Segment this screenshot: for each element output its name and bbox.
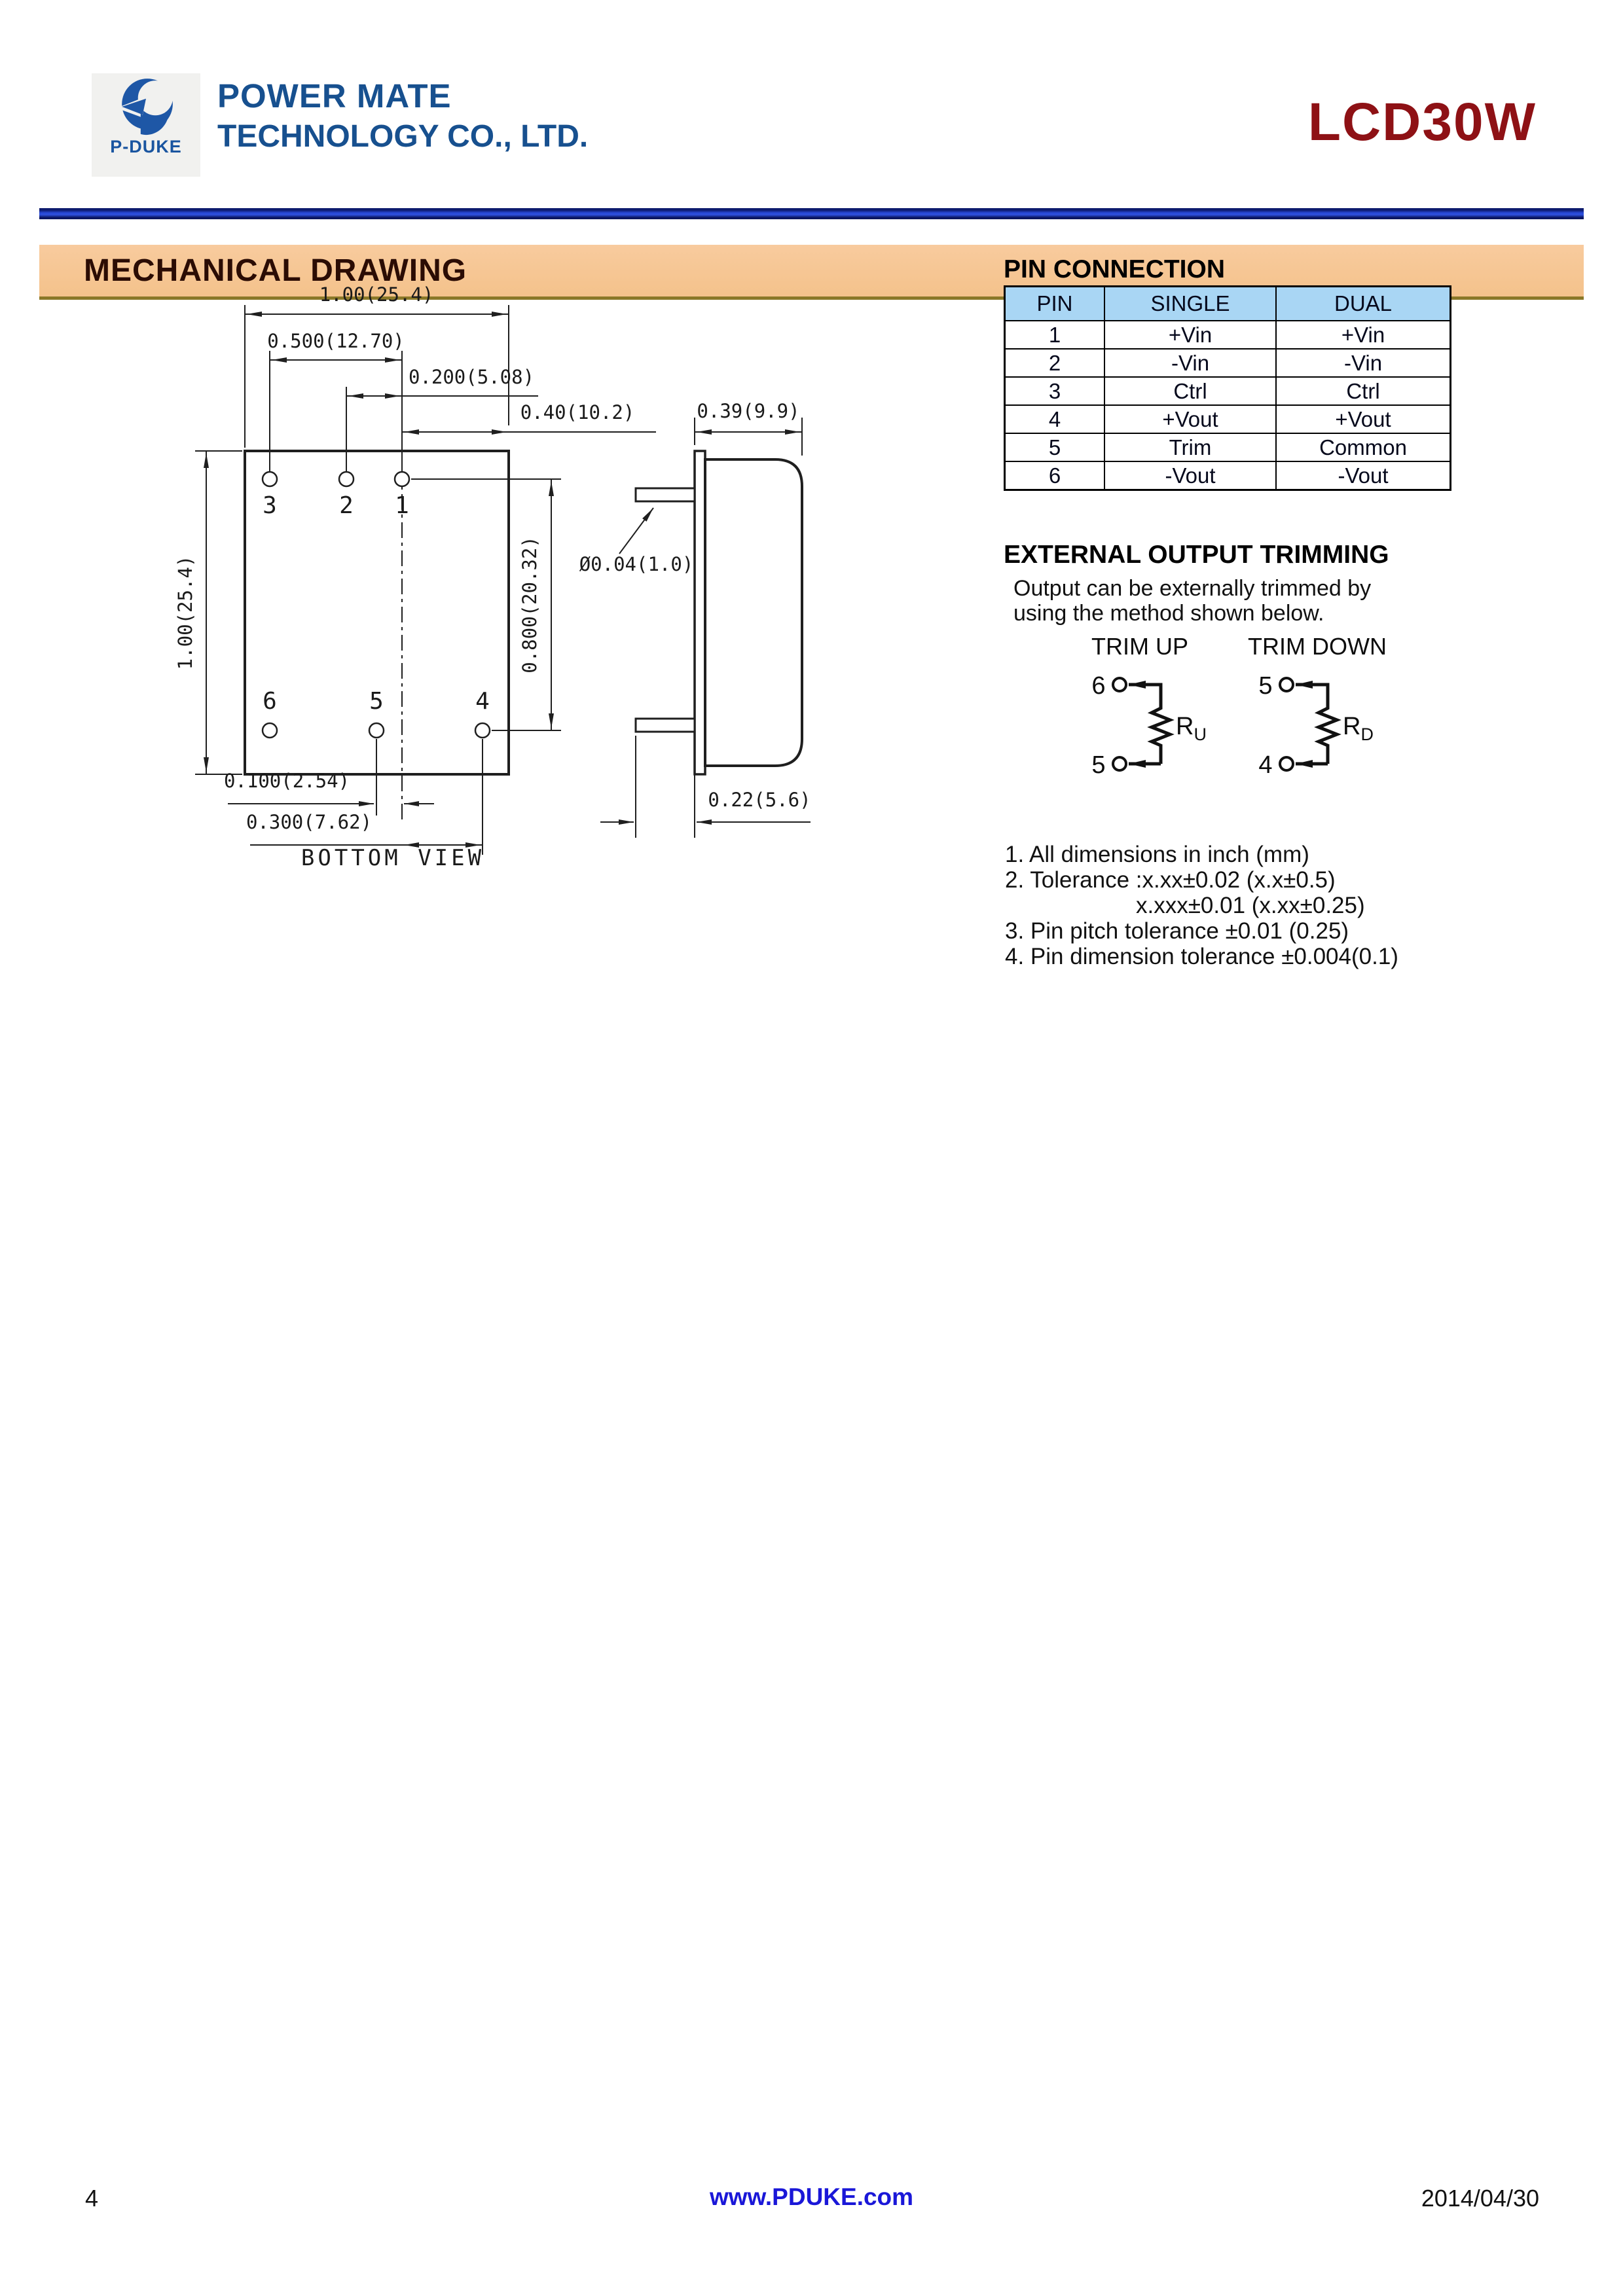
pin-connection-table bbox=[1004, 285, 1451, 491]
table-row: 2 -Vin -Vin bbox=[1005, 349, 1451, 377]
trimming-title: EXTERNAL OUTPUT TRIMMING bbox=[1004, 541, 1389, 569]
side-view-pin-bottom bbox=[636, 719, 695, 732]
trim-up-circuit bbox=[1091, 633, 1207, 779]
dim-pin-pitch: 0.200(5.08) bbox=[408, 366, 535, 388]
website-url: www.PDUKE.com bbox=[709, 2183, 914, 2210]
company-name-line1: POWER MATE bbox=[217, 77, 452, 115]
resistor-up-label: $R_U$ bbox=[1176, 713, 1207, 744]
table-header-row bbox=[1005, 287, 1451, 321]
trimming-description bbox=[1013, 576, 1371, 626]
note-2b: x.xxx±0.01 (x.xx±0.25) bbox=[1136, 893, 1365, 918]
page-number: 4 bbox=[85, 2185, 99, 2212]
pin-1-hole bbox=[395, 472, 409, 486]
trimming-desc-line2: using the method shown below. bbox=[1013, 601, 1324, 626]
trim-down-circuit bbox=[1248, 633, 1387, 779]
pin-1-label: 1 bbox=[395, 492, 409, 519]
trim-down-bottom-pin-terminal bbox=[1280, 757, 1293, 770]
col-header-single: SINGLE bbox=[1104, 287, 1276, 321]
table-row: 1 +Vin +Vin bbox=[1005, 321, 1451, 349]
dim-pin-diameter: Ø0.04(1.0) bbox=[579, 553, 694, 575]
company-name bbox=[217, 76, 588, 157]
trim-up-bottom-pin-number: 5 bbox=[1091, 751, 1106, 779]
pin-6-label: 6 bbox=[263, 688, 277, 715]
trim-up-label: TRIM UP bbox=[1091, 633, 1188, 660]
mechanical-drawing bbox=[79, 249, 930, 870]
trim-circuits bbox=[1048, 628, 1414, 805]
header-divider bbox=[39, 208, 1584, 219]
col-header-pin: PIN bbox=[1005, 287, 1105, 321]
table-row: 3 Ctrl Ctrl bbox=[1005, 377, 1451, 405]
table-row: 6 -Vout -Vout bbox=[1005, 461, 1451, 490]
resistor-down-label: $R_D$ bbox=[1343, 713, 1374, 744]
dim-pin-span: 0.500(12.70) bbox=[267, 330, 405, 352]
col-header-dual: DUAL bbox=[1276, 287, 1451, 321]
company-logo bbox=[92, 73, 200, 177]
dim-row-span: 0.800(20.32) bbox=[519, 536, 541, 673]
trim-up-top-pin-terminal bbox=[1113, 678, 1126, 691]
side-view-pin-top bbox=[636, 488, 695, 501]
resistor-down-icon bbox=[1319, 706, 1337, 764]
product-title: LCD30W bbox=[1307, 92, 1537, 152]
trimming-desc-line1: Output can be externally trimmed by bbox=[1013, 576, 1372, 601]
dim-overall-height: 1.00(25.4) bbox=[174, 555, 196, 670]
note-2: 2. Tolerance :x.xx±0.02 (x.x±0.5) bbox=[1005, 867, 1336, 893]
pin-5-hole bbox=[369, 723, 384, 738]
note-4: 4. Pin dimension tolerance ±0.004(0.1) bbox=[1005, 944, 1398, 969]
dim-pin-length: 0.22(5.6) bbox=[708, 789, 811, 811]
section-title: MECHANICAL DRAWING bbox=[84, 253, 467, 288]
side-view-body bbox=[705, 459, 802, 766]
table-row: 4 +Vout +Vout bbox=[1005, 405, 1451, 433]
trim-up-bottom-pin-terminal bbox=[1113, 757, 1126, 770]
pin-connection-title: PIN CONNECTION bbox=[1004, 255, 1226, 283]
note-1: 1. All dimensions in inch (mm) bbox=[1005, 842, 1309, 867]
revision-date: 2014/04/30 bbox=[1421, 2185, 1539, 2212]
logo-text: P-DUKE bbox=[110, 137, 182, 156]
trim-down-top-pin-terminal bbox=[1280, 678, 1293, 691]
pin-2-label: 2 bbox=[339, 492, 354, 519]
pin-5-label: 5 bbox=[369, 688, 384, 715]
trim-down-bottom-pin-number: 4 bbox=[1258, 751, 1273, 779]
table-row: 5 Trim Common bbox=[1005, 433, 1451, 461]
dim-body-depth: 0.39(9.9) bbox=[697, 400, 800, 422]
view-caption: BOTTOM VIEW bbox=[301, 845, 485, 870]
trim-down-label: TRIM DOWN bbox=[1248, 633, 1387, 660]
side-view-flange bbox=[695, 451, 705, 774]
trim-down-top-pin-number: 5 bbox=[1258, 672, 1273, 700]
notes bbox=[1005, 842, 1398, 969]
note-3: 3. Pin pitch tolerance ±0.01 (0.25) bbox=[1005, 918, 1349, 944]
pin-2-hole bbox=[339, 472, 354, 486]
pin-3-hole bbox=[263, 472, 277, 486]
resistor-up-icon bbox=[1152, 706, 1170, 764]
pin-4-hole bbox=[475, 723, 490, 738]
pin-4-label: 4 bbox=[475, 688, 490, 715]
trim-up-top-pin-number: 6 bbox=[1091, 672, 1106, 700]
pduke-logo-icon bbox=[112, 76, 180, 136]
dim-edge-offset: 0.40(10.2) bbox=[520, 401, 635, 423]
company-name-line2: TECHNOLOGY CO., LTD. bbox=[217, 119, 589, 154]
dim-bottom-pitch-large: 0.300(7.62) bbox=[246, 811, 373, 833]
pin-6-hole bbox=[263, 723, 277, 738]
dim-overall-width: 1.00(25.4) bbox=[319, 283, 434, 306]
dim-bottom-pitch-small: 0.100(2.54) bbox=[223, 770, 350, 792]
pin-3-label: 3 bbox=[263, 492, 277, 519]
